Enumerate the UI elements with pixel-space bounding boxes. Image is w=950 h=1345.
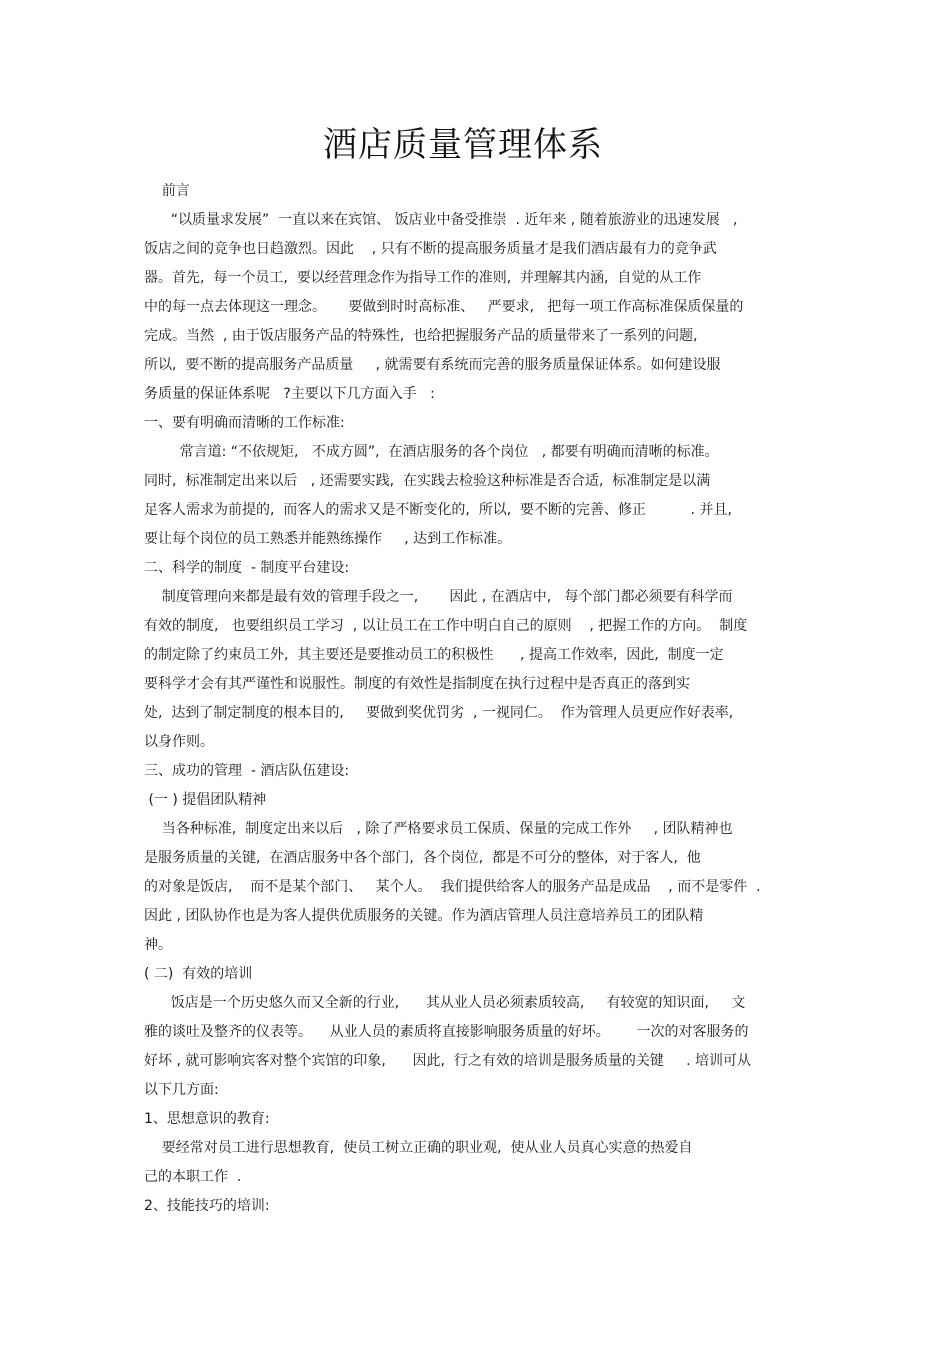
paragraph-line: 器。首先, 每一个员工, 要以经营理念作为指导工作的准则, 并理解其内涵, 自觉的从工作 (144, 270, 702, 286)
paragraph-line: 制度管理向来都是最有效的管理手段之一, 因此 , 在酒店中, 每个部门都必须要有科学而 (144, 589, 733, 605)
paragraph-line: 同时, 标准制定出来以后 , 还需要实践, 在实践去检验这种标准是否合适, 标准制定是以满 (144, 473, 711, 489)
numbered-heading: 1、思想意识的教育: (144, 1111, 270, 1127)
paragraph-line: 当各种标准, 制度定出来以后 , 除了严格要求员工保质、保量的完成工作外 , 团队精神也 (144, 821, 733, 837)
paragraph-line: 以下几方面: (144, 1082, 219, 1098)
paragraph-line: 的对象是饭店, 而不是某个部门、 某个人。 我们提供给客人的服务产品是成品 , 而不是零件 . (144, 879, 761, 895)
paragraph-line: 足客人需求为前提的, 而客人的需求又是不断变化的, 所以, 要不断的完善、修正 . 并且, (144, 502, 732, 518)
paragraph-line: 有效的制度, 也要组织员工学习 , 以让员工在工作中明白自己的原则 , 把握工作的方向。 制度 (144, 618, 748, 634)
paragraph-line: 雅的谈吐及整齐的仪表等。 从业人员的素质将直接影响服务质量的好坏。 一次的对客服务的 (144, 1024, 749, 1040)
paragraph-line: 的制定除了约束员工外, 其主要还是要推动员工的积极性 , 提高工作效率, 因此, 制度一定 (144, 647, 724, 663)
paragraph-line: 是服务质量的关键, 在酒店服务中各个部门, 各个岗位, 都是不可分的整体, 对于客人, 他 (144, 850, 701, 866)
subsection-heading: ( 二) 有效的培训 (144, 966, 253, 982)
section-heading-1: 一、要有明确而清晰的工作标准: (144, 415, 345, 431)
paragraph-line: 完成。当然 , 由于饭店服务产品的特殊性, 也给把握服务产品的质量带来了一系列的问题, (144, 328, 698, 344)
paragraph-line: 己的本职工作 . (144, 1169, 242, 1185)
document-title: 酒店质量管理体系 (323, 125, 603, 165)
paragraph-line: 要科学才会有其严谨性和说服性。制度的有效性是指制度在执行过程中是否真正的落到实 (144, 676, 690, 692)
preface-heading: 前言 (144, 183, 190, 199)
paragraph-line: 好坏 , 就可影响宾客对整个宾馆的印象, 因此, 行之有效的培训是服务质量的关键 . 培训可从 (144, 1053, 752, 1069)
numbered-heading: 2、技能技巧的培训: (144, 1198, 270, 1214)
paragraph-line: “以质量求发展” 一直以来在宾馆、 饭店业中备受推崇 . 近年来 , 随着旅游业的迅速发展 , (144, 212, 738, 228)
section-heading-3: 三、成功的管理 - 酒店队伍建设: (144, 763, 350, 779)
paragraph-line: 处, 达到了制定制度的根本目的, 要做到奖优罚劣 , 一视同仁。 作为管理人员更应作好表率, (144, 705, 734, 721)
paragraph-line: 因此 , 团队协作也是为客人提供优质服务的关键。作为酒店管理人员注意培养员工的团队精 (144, 908, 704, 924)
subsection-heading: (一 ) 提倡团队精神 (144, 792, 267, 808)
section-heading-2: 二、科学的制度 - 制度平台建设: (144, 560, 350, 576)
document-body (144, 177, 814, 1221)
paragraph-line: 饭店是一个历史悠久而又全新的行业, 其从业人员必须素质较高, 有较宽的知识面, 文 (144, 995, 746, 1011)
paragraph-line: 所以, 要不断的提高服务产品质量 , 就需要有系统而完善的服务质量保证体系。如何建设服 (144, 357, 721, 373)
paragraph-line: 饭店之间的竞争也日趋激烈。因此 , 只有不断的提高服务质量才是我们酒店最有力的竞争武 (144, 241, 717, 257)
paragraph-line: 常言道: “不依规矩, 不成方圆”, 在酒店服务的各个岗位 , 都要有明确而清晰的标准。 (144, 444, 719, 460)
paragraph-line: 务质量的保证体系呢 ?主要以下几方面入手 : (144, 386, 435, 402)
paragraph-line: 神。 (144, 937, 172, 953)
paragraph-line: 中的每一点去体现这一理念。 要做到时时高标准、 严要求, 把每一项工作高标准保质保量的 (144, 299, 744, 315)
paragraph-line: 要让每个岗位的员工熟悉并能熟练操作 , 达到工作标准。 (144, 531, 512, 547)
paragraph-line: 以身作则。 (144, 734, 214, 750)
paragraph-line: 要经常对员工进行思想教育, 使员工树立正确的职业观, 使从业人员真心实意的热爱自 (144, 1140, 693, 1156)
